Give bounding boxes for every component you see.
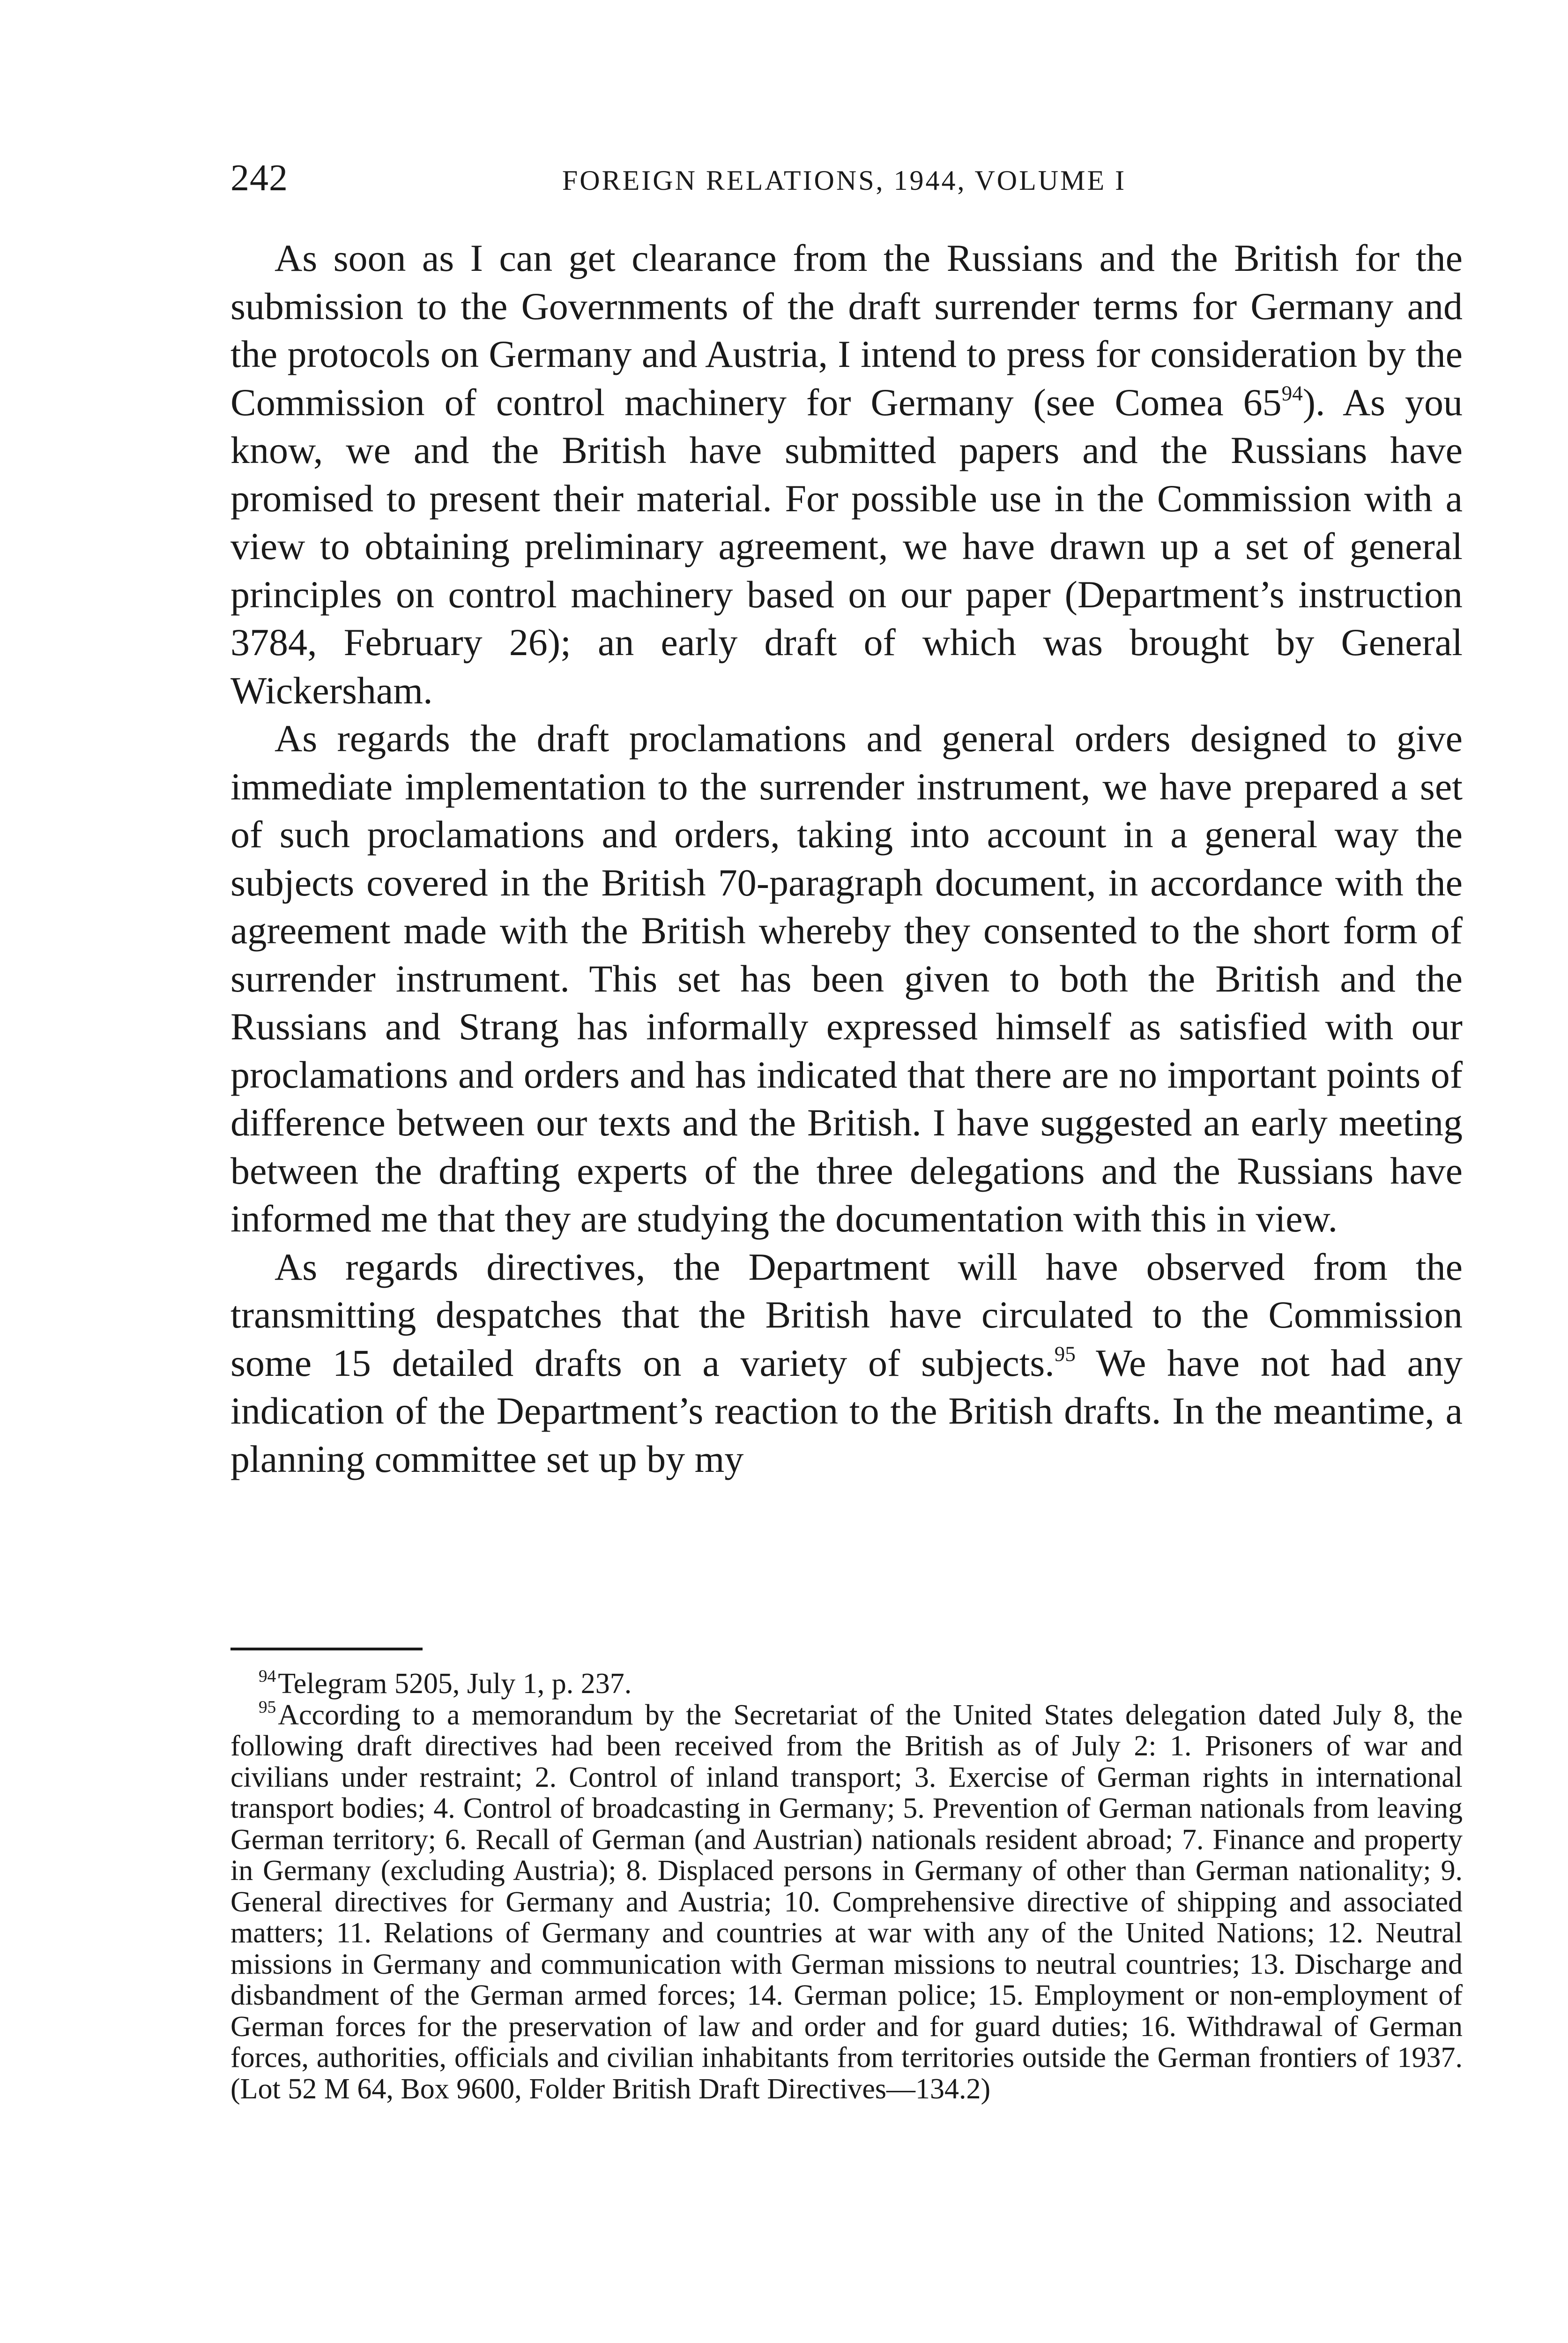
paragraph-3 <box>230 1243 1463 1484</box>
body-text <box>230 234 1463 1483</box>
footnote-95 <box>230 1700 1463 2105</box>
footnote-text: According to a memorandum by the Secretariat of the United States delegation dated July 8, the following draft directives had been received from the British as of July 2: 1. Prisoners of war and civilians under restraint; 2. Control of inland transport; 3. Exercise of German rights in international transport bodies; 4. Control of broadcasting in Germany; 5. Prevention of German nationals from leaving German territory; 6. Recall of German (and Austrian) nationals resident abroad; 7. Finance and property in Germany (excluding Austria); 8. Displaced persons in Germany of other than German nationality; 9. General directives for Germany and Austria; 10. Comprehensive directive of shipping and associated matters; 11. Relations of Germany and countries at war with any of the United Nations; 12. Neutral missions in Germany and communication with German missions to neutral countries; 13. Discharge and disbandment of the German armed forces; 14. German police; 15. Employment or non-employment of German forces for the preservation of law and order and for guard duties; 16. Withdrawal of German forces, authorities, officials and civilian inhabitants from territories outside the German frontiers of 1937. (Lot 52 M 64, Box 9600, Folder British Draft Directives—134.2) <box>230 1699 1463 2105</box>
footnotes <box>230 1668 1463 2104</box>
footnote-text: Telegram 5205, July 1, p. 237. <box>278 1668 632 1700</box>
paragraph-1-text-a: As soon as I can get clearance from the Russians and the British for the submission to the Governments of the draft surrender terms for Germany and the protocols on Germany and Austria, I intend to press for consideration by the Commission of control machinery for Germany (see Comea 65 <box>230 237 1463 424</box>
paragraph-3-text-a: As regards directives, the Department will have observed from the transmitting despatches that the British have circulated to the Commission some 15 detailed drafts on a variety of subjects. <box>230 1245 1463 1384</box>
page-number: 242 <box>230 157 288 199</box>
footnote-ref-95: 95 <box>1054 1342 1076 1366</box>
paragraph-3-text-b: We have not had any indication of the Department’s reaction to the British drafts. In the meantime, a planning committee set up by my <box>230 1341 1463 1480</box>
running-title: FOREIGN RELATIONS, 1944, VOLUME I <box>562 165 1127 196</box>
paragraph-1 <box>230 234 1463 715</box>
footnote-marker: 95 <box>259 1698 276 1717</box>
footnote-divider <box>230 1648 423 1650</box>
footnote-marker: 94 <box>259 1666 276 1686</box>
footnote-94 <box>230 1668 1463 1700</box>
page-header <box>230 155 1458 206</box>
paragraph-2: As regards the draft proclamations and general orders designed to give immediate implementation to the surrender instrument, we have prepared a set of such proclamations and orders, taking into account in a general way the subjects covered in the British 70-paragraph document, in accordance with the agreement made with the British whereby they consented to the short form of surrender instrument. This set has been given to both the British and the Russians and Strang has informally expressed himself as satisfied with our proclamations and orders and has indicated that there are no important points of difference between our texts and the British. I have suggested an early meeting between the drafting experts of the three delegations and the Russians have informed me that they are studying the documentation with this in view. <box>230 717 1463 1240</box>
paragraph-1-text-b: ). As you know, we and the British have submitted papers and the Russians have promised to present their material. For possible use in the Commission with a view to obtaining preliminary agreement, we have drawn up a set of general principles on control machinery based on our paper (Department’s instruction 3784, February 26); an early draft of which was brought by General Wickersham. <box>230 381 1463 712</box>
footnote-ref-94: 94 <box>1281 381 1303 405</box>
